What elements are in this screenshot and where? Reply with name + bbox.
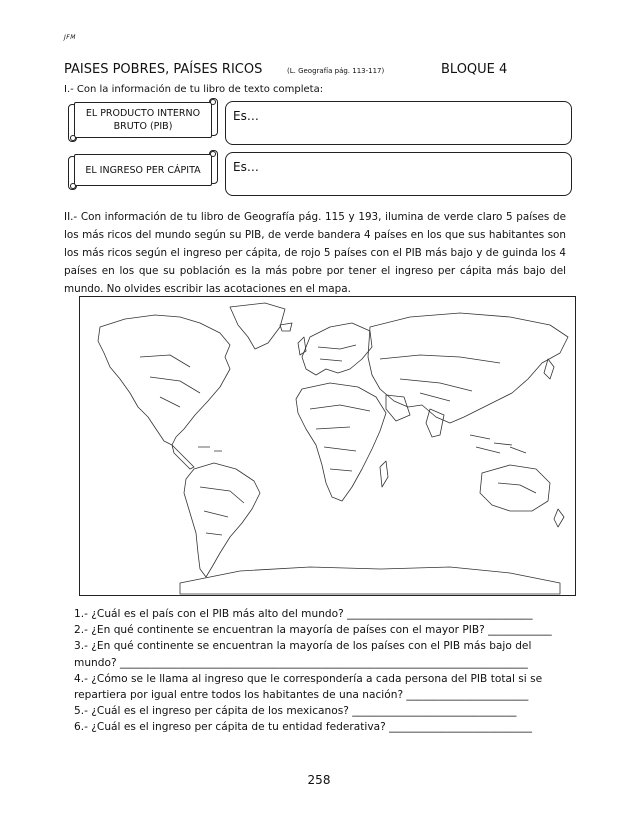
- scroll-label-pib: [68, 98, 218, 142]
- question-line: 6.- ¿Cuál es el ingreso per cápita de tu entidad federativa? ___________________________: [74, 721, 533, 734]
- greenland-shape: [230, 303, 285, 349]
- question-line: 5.- ¿Cuál es el ingreso per cápita de los mexicanos? _______________________________: [74, 705, 517, 718]
- pib-answer-prefix: Es…: [233, 109, 259, 123]
- block-label: BLOQUE 4: [441, 62, 508, 77]
- africa-shape: [296, 383, 386, 501]
- world-map-outline: [80, 297, 575, 595]
- page-number: 258: [307, 773, 331, 787]
- question-line: 2.- ¿En qué continente se encuentran la mayoría de países con el mayor PIB? ____________: [74, 624, 552, 637]
- pib-answer-box[interactable]: [225, 101, 572, 145]
- section2-instruction: II.- Con información de tu libro de Geografía pág. 115 y 193, ilumina de verde claro 5 países de los más ricos del mundo según su PIB, de verde bandera 4 países en los que sus habitantes son los más ricos según el ingreso per cápita, de rojo 5 países con el PIB más bajo y de guinda los 4 países en los que su población es la más pobre por tener el ingreso per cápita más bajo del mundo. No olvides escribir las acotaciones en el mapa.: [64, 211, 566, 295]
- section1-instruction: I.- Con la información de tu libro de texto completa:: [64, 84, 324, 95]
- north-america-shape: [98, 315, 230, 445]
- antarctica-shape: [180, 567, 560, 594]
- scroll-label-per-capita: [68, 150, 218, 190]
- central-america-shape: [172, 445, 194, 469]
- question-line: 4.- ¿Cómo se le llama al ingreso que le correspondería a cada persona del PIB total si se: [74, 672, 543, 685]
- per-capita-answer-prefix: Es…: [233, 160, 259, 174]
- book-reference: (L. Geografía pág. 113-117): [287, 67, 385, 75]
- world-map[interactable]: [79, 296, 576, 596]
- page-title: PAISES POBRES, PAÍSES RICOS: [64, 62, 263, 77]
- per-capita-answer-box[interactable]: [225, 152, 572, 196]
- question-line: 1.- ¿Cuál es el país con el PIB más alto del mundo? ___________________________________: [74, 608, 533, 620]
- author-initials: JFM: [64, 34, 76, 41]
- question-line: mundo? _____________________________________________________________________________: [74, 656, 528, 669]
- australia-shape: [480, 465, 550, 511]
- per-capita-label: EL INGRESO PER CÁPITA: [74, 154, 212, 186]
- pib-label: EL PRODUCTO INTERNO BRUTO (PIB): [74, 102, 212, 138]
- question-list: [74, 606, 574, 736]
- south-america-shape: [184, 463, 260, 577]
- asia-shape: [368, 313, 568, 423]
- question-line: 3.- ¿En qué continente se encuentran la mayoría de los países con el PIB más bajo del: [74, 640, 532, 653]
- question-line: repartiera por igual entre todos los habitantes de una nación? _______________________: [74, 689, 529, 702]
